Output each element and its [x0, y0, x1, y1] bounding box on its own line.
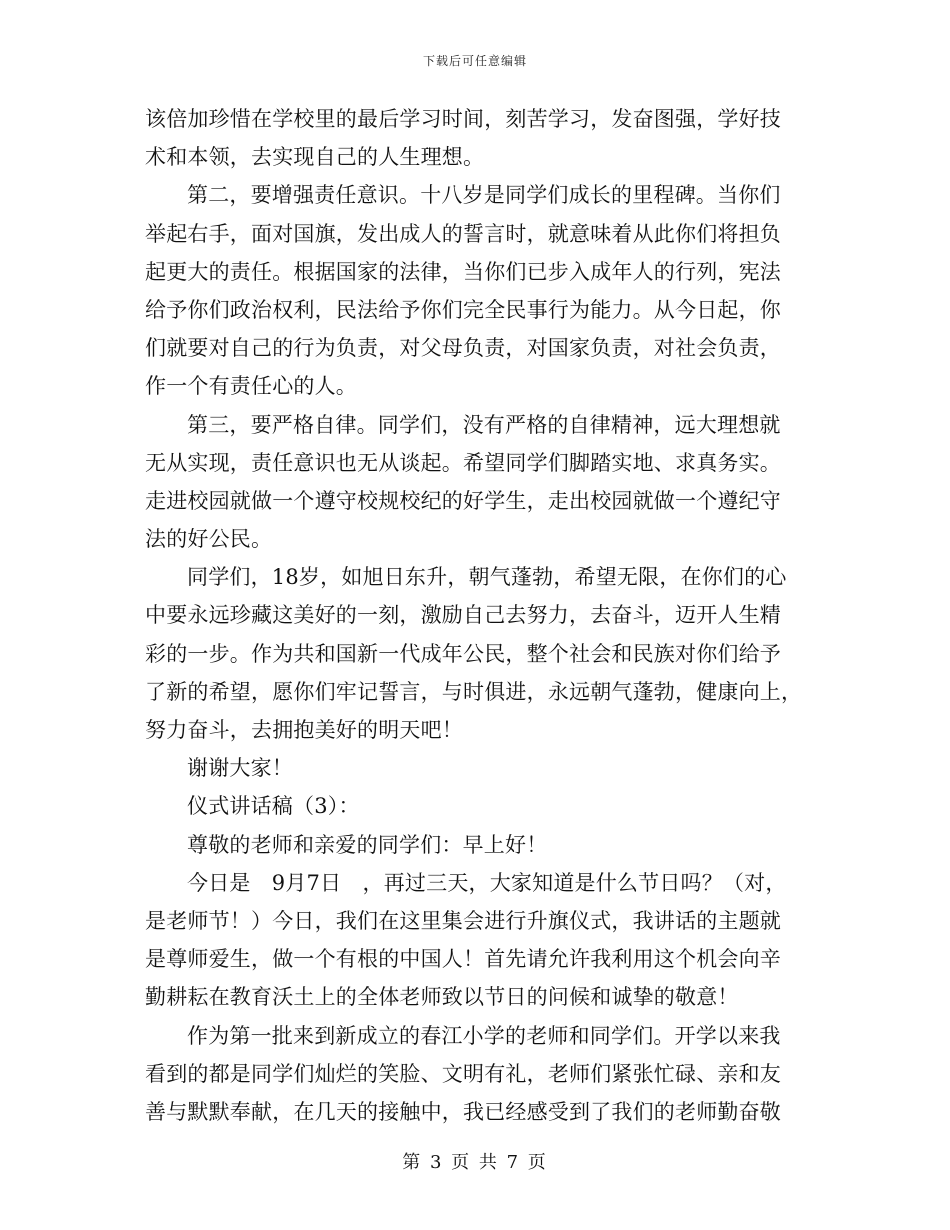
body-line: 第三，要严格自律。同学们，没有严格的自律精神，远大理想就 [187, 412, 781, 437]
salutation: 尊敬的老师和亲爱的同学们：早上好！ [187, 832, 548, 857]
body-line: 起更大的责任。根据国家的法律，当你们已步入成年人的行列，宪法 [145, 259, 781, 284]
body-line: 是尊师爱生，做一个有根的中国人！首先请允许我利用这个机会向辛 [145, 947, 781, 972]
body-line: 彩的一步。作为共和国新一代成年公民，整个社会和民族对你们给予 [145, 641, 781, 666]
body-line: 今日是 9月7日 ，再过三天，大家知道是什么节日吗？（对， [187, 870, 787, 895]
body-line: 作为第一批来到新成立的春江小学的老师和同学们。开学以来我 [187, 1023, 781, 1048]
section-heading: 仪式讲话稿（3）： [187, 794, 360, 819]
body-line: 作一个有责任心的人。 [145, 374, 357, 399]
page-header: 下载后可任意编辑 [422, 54, 527, 68]
body-line: 无从实现，责任意识也无从谈起。希望同学们脚踏实地、求真务实。 [145, 450, 781, 475]
body-line: 同学们，18岁，如旭日东升，朝气蓬勃，希望无限，在你们的心 [187, 565, 787, 590]
body-line: 术和本领，去实现自己的人生理想。 [145, 145, 485, 170]
body-line: 善与默默奉献，在几天的接触中，我已经感受到了我们的老师勤奋敬 [145, 1099, 781, 1124]
body-line: 法的好公民。 [145, 527, 273, 552]
body-line: 勤耕耘在教育沃土上的全体老师致以节日的问候和诚挚的敬意！ [145, 985, 739, 1010]
body-line: 看到的都是同学们灿烂的笑脸、文明有礼，老师们紧张忙碌、亲和友 [145, 1061, 781, 1086]
body-line: 努力奋斗，去拥抱美好的明天吧！ [145, 718, 463, 742]
document-body [145, 100, 813, 1131]
body-line: 中要永远珍藏这美好的一刻，激励自己去努力，去奋斗，迈开人生精 [145, 603, 781, 628]
body-line: 们就要对自己的行为负责，对父母负责，对国家负责，对社会负责， [145, 336, 781, 361]
body-line: 该倍加珍惜在学校里的最后学习时间，刻苦学习，发奋图强，学好技 [145, 107, 781, 131]
body-line: 第二，要增强责任意识。十八岁是同学们成长的里程碑。当你们 [187, 183, 781, 208]
body-line: 举起右手，面对国旗，发出成人的誓言时，就意味着从此你们将担负 [145, 221, 781, 246]
body-line: 给予你们政治权利，民法给予你们完全民事行为能力。从今日起，你 [145, 297, 781, 322]
body-line: 了新的希望，愿你们牢记誓言，与时俱进，永远朝气蓬勃，健康向上， [145, 679, 803, 704]
page-number-footer: 第 3 页 共 7 页 [402, 1152, 548, 1173]
body-line: 走进校园就做一个遵守校规校纪的好学生，走出校园就做一个遵纪守 [145, 488, 781, 513]
body-line: 是老师节！）今日，我们在这里集会进行升旗仪式，我讲话的主题就 [145, 908, 781, 933]
body-line: 谢谢大家！ [187, 756, 293, 781]
